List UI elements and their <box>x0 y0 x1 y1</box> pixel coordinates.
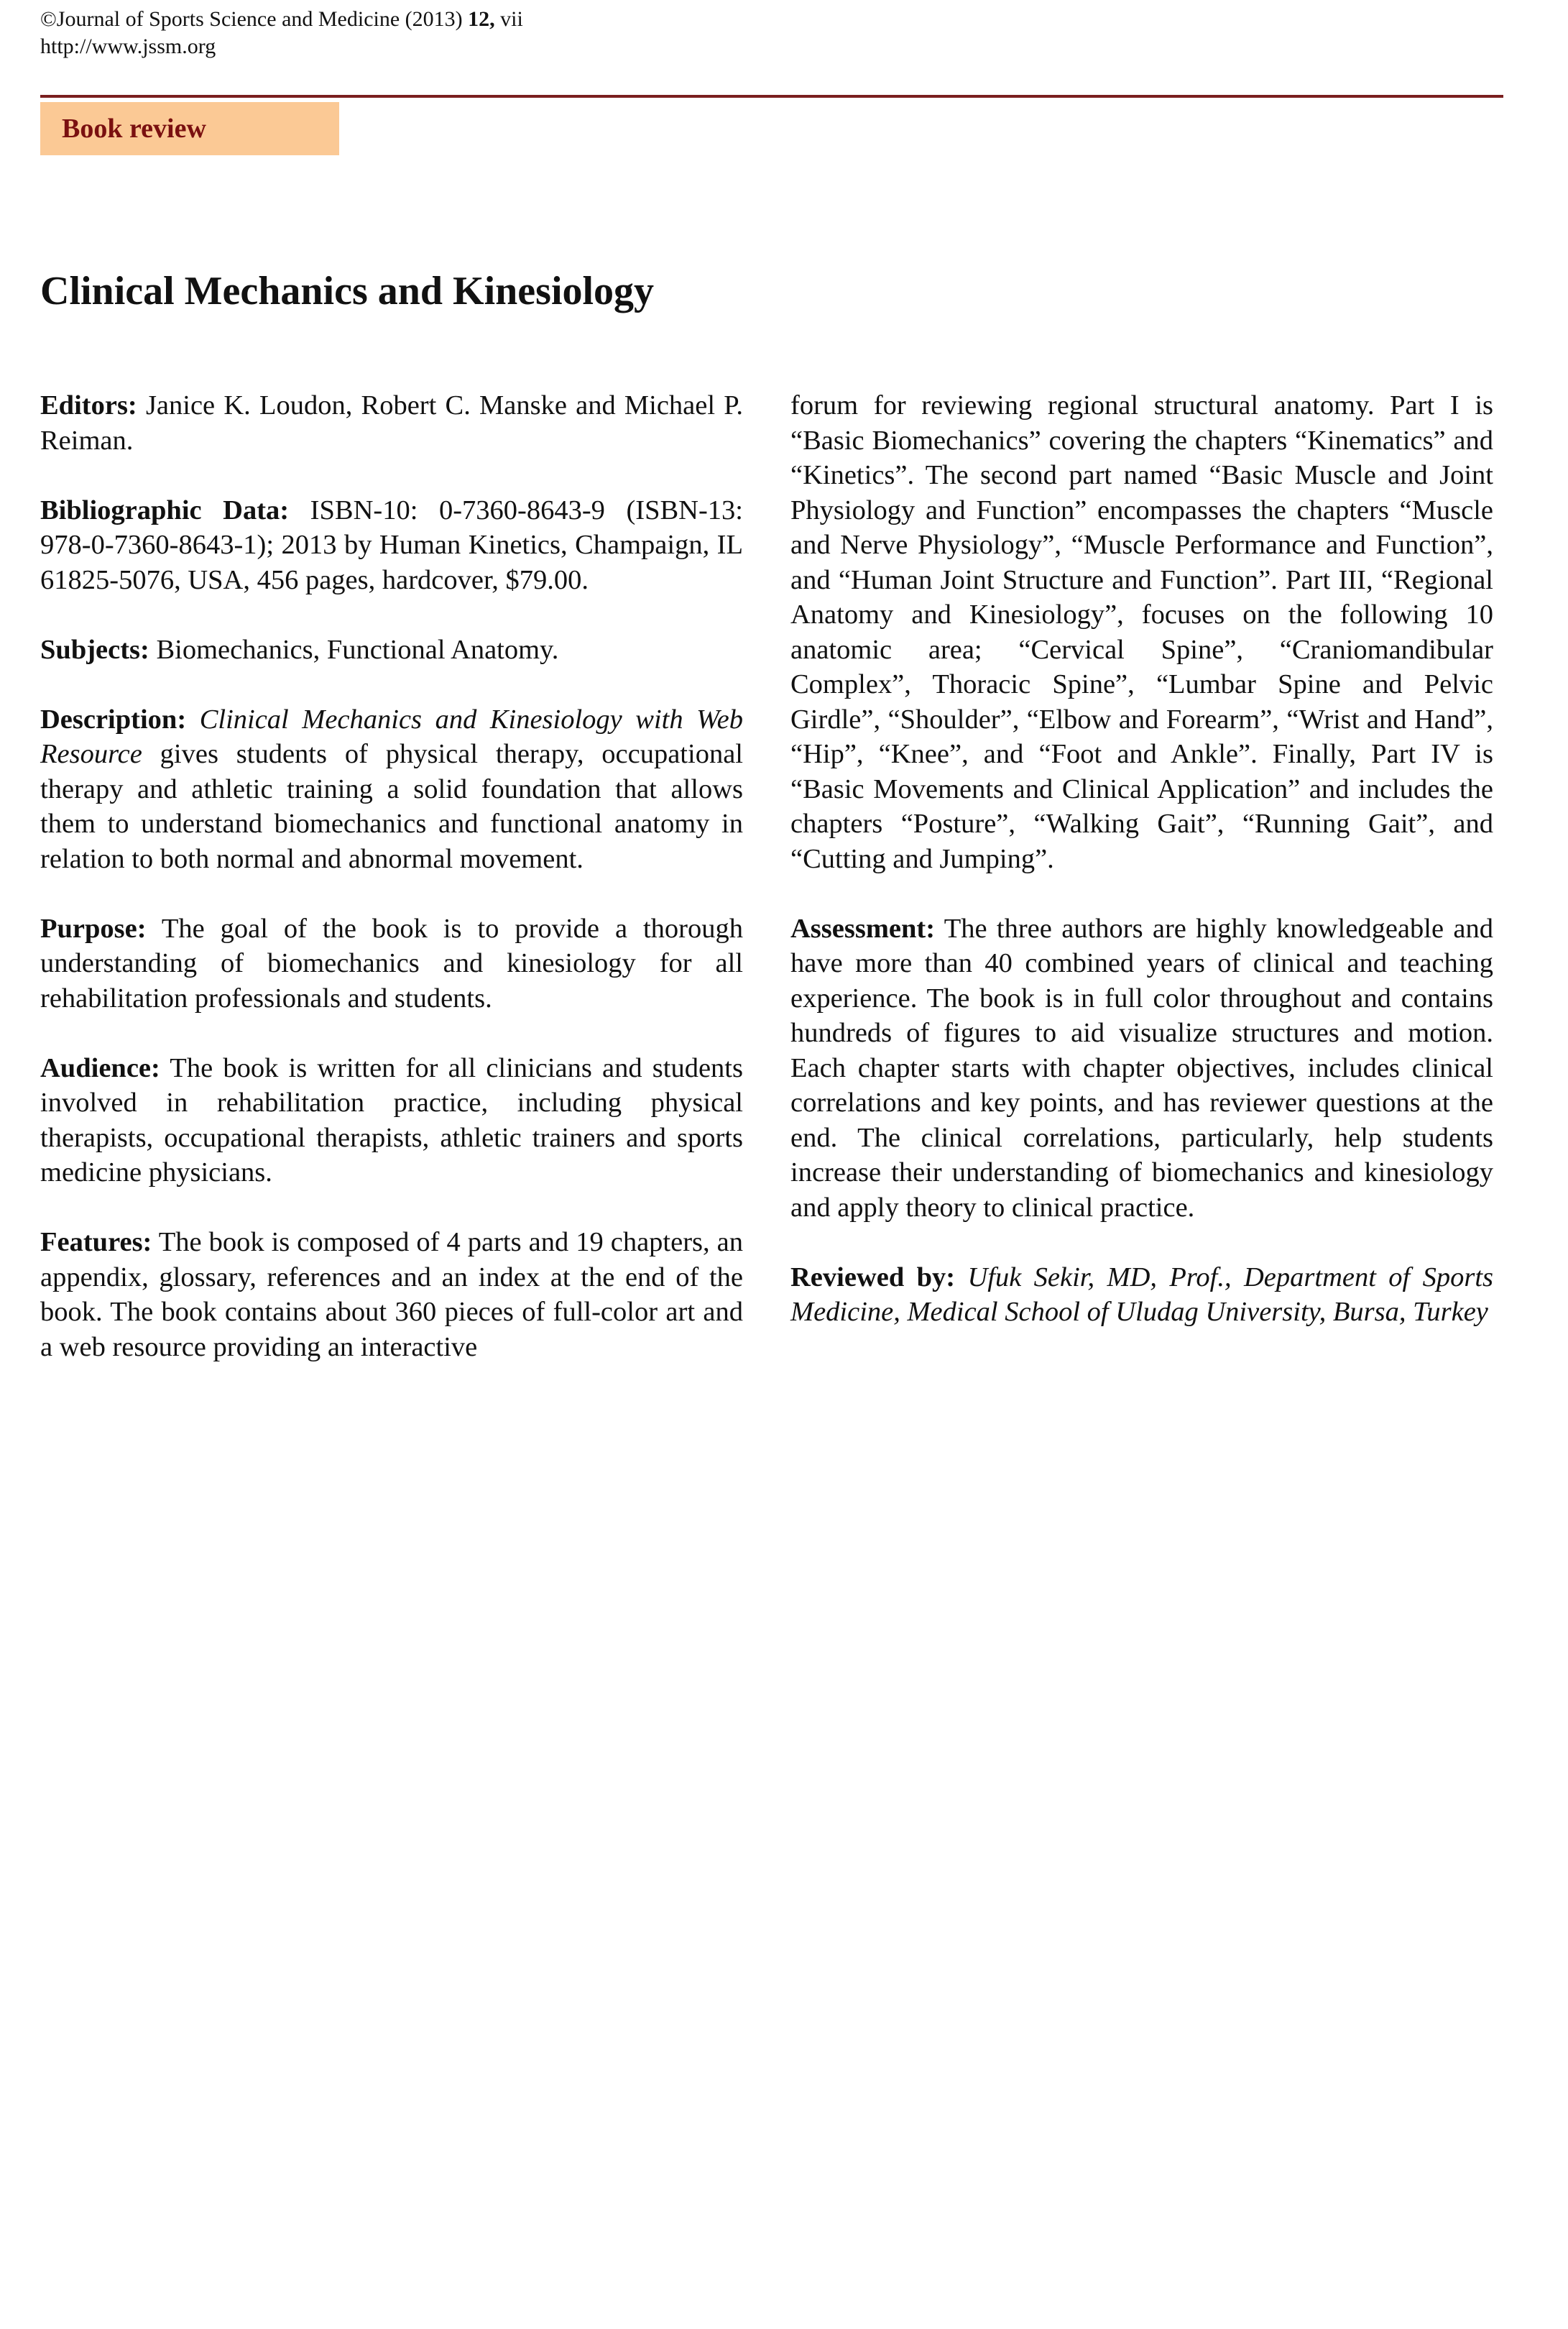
features-continued-text: forum for reviewing regional structural anatomy. Part I is “Basic Biomechanics” covering the chapters “Kinematics” and “Kinetics”. The second part named “Basic Muscle and Joint Physiology and Function” encompasses the chapters “Muscle and Nerve Physiology”, “Muscle Performance and Function”, and “Human Joint Structure and Function”. Part III, “Regional Anatomy and Kinesiology”, focuses on the following 10 anatomic area; “Cervical Spine”, “Craniomandibular Complex”, Thoracic Spine”, “Lumbar Spine and Pelvic Girdle”, “Shoulder”, “Elbow and Forearm”, “Wrist and Hand”, “Hip”, “Knee”, and “Foot and Ankle”. Finally, Part IV is “Basic Movements and Clinical Application” and includes the chapters “Posture”, “Walking Gait”, “Running Gait”, and “Cutting and Jumping”. <box>790 390 1493 874</box>
audience-paragraph <box>40 1051 743 1190</box>
description-label: Description: <box>40 704 187 735</box>
journal-citation-prefix: ©Journal of Sports Science and Medicine (2013) <box>40 7 469 31</box>
journal-url[interactable]: http://www.jssm.org <box>40 35 216 58</box>
features-paragraph <box>40 1225 743 1364</box>
editors-paragraph <box>40 388 743 458</box>
journal-citation <box>40 6 523 33</box>
editors-text: Janice K. Loudon, Robert C. Manske and Michael P. Reiman. <box>40 390 743 456</box>
assessment-paragraph <box>790 911 1493 1226</box>
purpose-paragraph <box>40 911 743 1016</box>
bibliographic-label: Bibliographic Data: <box>40 495 290 525</box>
header-divider <box>40 95 1503 98</box>
assessment-text: The three authors are highly knowledgeable and have more than 40 combined years of clinical and teaching experience. The book is in full color throughout and contains hundreds of figures to aid visualize structures and motion. Each chapter starts with chapter objectives, includes clinical correlations and key points, and has reviewer questions at the end. The clinical correlations, particularly, help students increase their understanding of biomechanics and kinesiology and apply theory to clinical practice. <box>790 913 1493 1223</box>
purpose-label: Purpose: <box>40 913 147 944</box>
description-book-title: Clinical Mechanics and Kinesiology with Web Resource <box>40 704 743 769</box>
reviewed-by-text: Ufuk Sekir, MD, Prof., Department of Sports Medicine, Medical School of Uludag University, Bursa, Turkey <box>790 1262 1493 1327</box>
reviewed-by-paragraph <box>790 1260 1493 1330</box>
bibliographic-text: ISBN-10: 0-7360-8643-9 (ISBN-13: 978-0-7360-8643-1); 2013 by Human Kinetics, Champaign, IL 61825-5076, USA, 456 pages, hardcover, $79.00. <box>40 495 744 595</box>
audience-label: Audience: <box>40 1052 160 1083</box>
article-title: Clinical Mechanics and Kinesiology <box>40 269 655 313</box>
right-column <box>790 388 1493 1364</box>
description-text: gives students of physical therapy, occupational therapy and athletic training a solid foundation that allows them to understand biomechanics and functional anatomy in relation to both normal and abnormal movement. <box>40 739 743 874</box>
section-label: Book review <box>40 102 339 155</box>
journal-page: vii <box>494 7 523 31</box>
subjects-text: Biomechanics, Functional Anatomy. <box>149 634 559 665</box>
features-label: Features: <box>40 1227 152 1257</box>
reviewed-by-label: Reviewed by: <box>790 1262 956 1292</box>
journal-header <box>40 6 523 60</box>
left-column <box>40 388 743 1400</box>
subjects-paragraph <box>40 633 743 668</box>
subjects-label: Subjects: <box>40 634 149 665</box>
journal-volume: 12, <box>468 7 495 31</box>
purpose-text: The goal of the book is to provide a thorough understanding of biomechanics and kinesiology for all rehabilitation professionals and students. <box>40 913 743 1014</box>
bibliographic-paragraph <box>40 493 743 598</box>
description-paragraph <box>40 702 743 877</box>
assessment-label: Assessment: <box>790 913 936 944</box>
features-text: The book is composed of 4 parts and 19 chapters, an appendix, glossary, references and an index at the end of the book. The book contains about 360 pieces of full-color art and a web resource providing an interactive <box>40 1227 743 1362</box>
editors-label: Editors: <box>40 390 137 421</box>
audience-text: The book is written for all clinicians and students involved in rehabilitation practice, including physical therapists, occupational therapists, athletic trainers and sports medicine physicians. <box>40 1052 743 1188</box>
features-continued-paragraph <box>790 388 1493 876</box>
